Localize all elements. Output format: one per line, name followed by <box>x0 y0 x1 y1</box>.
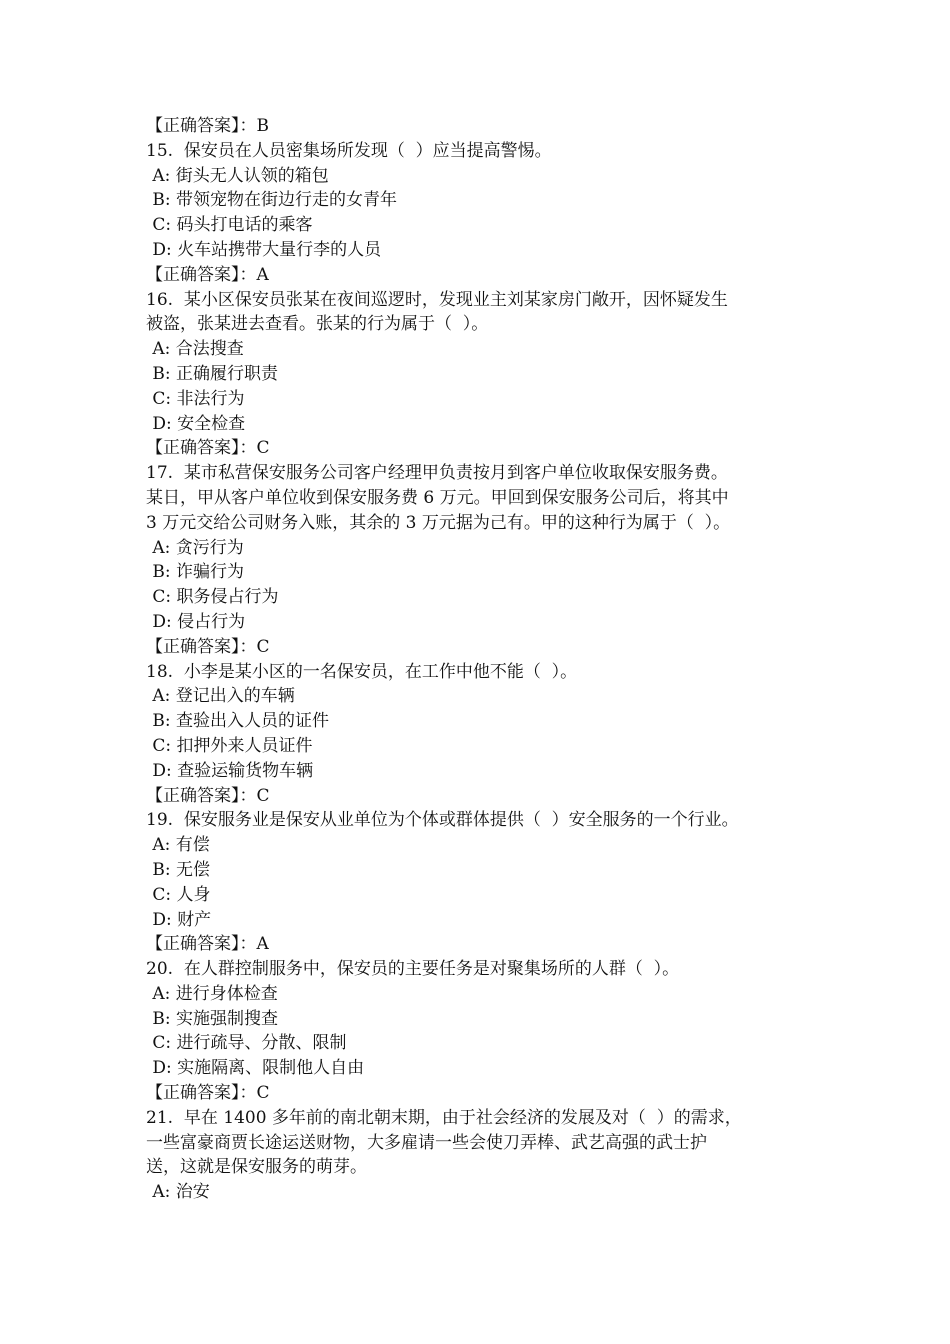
answer-line: 【正确答案】：C <box>146 438 270 459</box>
answer-line: 【正确答案】：A <box>146 934 269 955</box>
option-line: C: 进行疏导、分散、限制 <box>147 1033 347 1054</box>
question-line: 21. 早在 1400 多年前的南北朝末期，由于社会经济的发展及对（ ）的需求， <box>146 1107 742 1128</box>
answer-line: 【正确答案】：C <box>146 636 270 657</box>
answer-line: 【正确答案】：C <box>146 785 270 806</box>
option-line: D: 实施隔离、限制他人自由 <box>147 1058 365 1079</box>
question-line: 某日，甲从客户单位收到保安服务费 6 万元。甲回到保安服务公司后，将其中 <box>146 487 729 508</box>
option-line: C: 职务侵占行为 <box>147 587 279 608</box>
question-line: 20. 在人群控制服务中，保安员的主要任务是对聚集场所的人群（ ）。 <box>146 959 680 980</box>
question-line: 3 万元交给公司财务入账，其余的 3 万元据为己有。甲的这种行为属于（ ）。 <box>146 512 731 533</box>
option-line: D: 安全检查 <box>147 413 246 434</box>
question-line: 16. 某小区保安员张某在夜间巡逻时，发现业主刘某家房门敞开，因怀疑发生 <box>146 289 728 310</box>
option-line: C: 扣押外来人员证件 <box>147 735 313 756</box>
answer-line: 【正确答案】：C <box>146 1083 270 1104</box>
option-line: C: 非法行为 <box>147 388 245 409</box>
option-line: A: 登记出入的车辆 <box>147 686 295 707</box>
option-line: C: 人身 <box>147 884 211 905</box>
option-line: D: 查验运输货物车辆 <box>147 760 314 781</box>
option-line: D: 火车站携带大量行李的人员 <box>147 239 382 260</box>
answer-line: 【正确答案】：B <box>146 116 269 136</box>
option-line: A: 进行身体检查 <box>147 983 278 1004</box>
question-line: 17. 某市私营保安服务公司客户经理甲负责按月到客户单位收取保安服务费。 <box>146 463 728 484</box>
question-line: 19. 保安服务业是保安从业单位为个体或群体提供（ ）安全服务的一个行业。 <box>146 810 739 831</box>
question-line: 15. 保安员在人员密集场所发现（ ）应当提高警惕。 <box>146 140 552 161</box>
question-line: 被盗，张某进去查看。张某的行为属于（ ）。 <box>146 314 489 335</box>
option-line: C: 码头打电话的乘客 <box>147 215 313 236</box>
option-line: A: 合法搜查 <box>147 339 244 360</box>
option-line: B: 正确履行职责 <box>147 363 279 384</box>
option-line: A: 有偿 <box>147 835 210 856</box>
option-line: A: 街头无人认领的箱包 <box>147 165 329 186</box>
option-line: A: 贪污行为 <box>147 537 244 558</box>
option-line: B: 查验出入人员的证件 <box>147 711 330 732</box>
option-line: B: 实施强制搜查 <box>147 1008 279 1029</box>
option-line: B: 诈骗行为 <box>147 562 245 583</box>
option-line: B: 无偿 <box>147 859 211 880</box>
option-line: B: 带领宠物在街边行走的女青年 <box>147 190 398 211</box>
question-line: 一些富豪商贾长途运送财物，大多雇请一些会使刀弄棒、武艺高强的武士护 <box>146 1132 707 1153</box>
option-line: D: 财产 <box>147 909 212 930</box>
question-line: 18. 小李是某小区的一名保安员，在工作中他不能（ ）。 <box>146 661 578 682</box>
option-line: A: 治安 <box>147 1182 210 1203</box>
question-line: 送，这就是保安服务的萌芽。 <box>146 1157 367 1178</box>
option-line: D: 侵占行为 <box>147 611 246 632</box>
answer-line: 【正确答案】：A <box>146 264 269 285</box>
document-page <box>146 114 826 1205</box>
